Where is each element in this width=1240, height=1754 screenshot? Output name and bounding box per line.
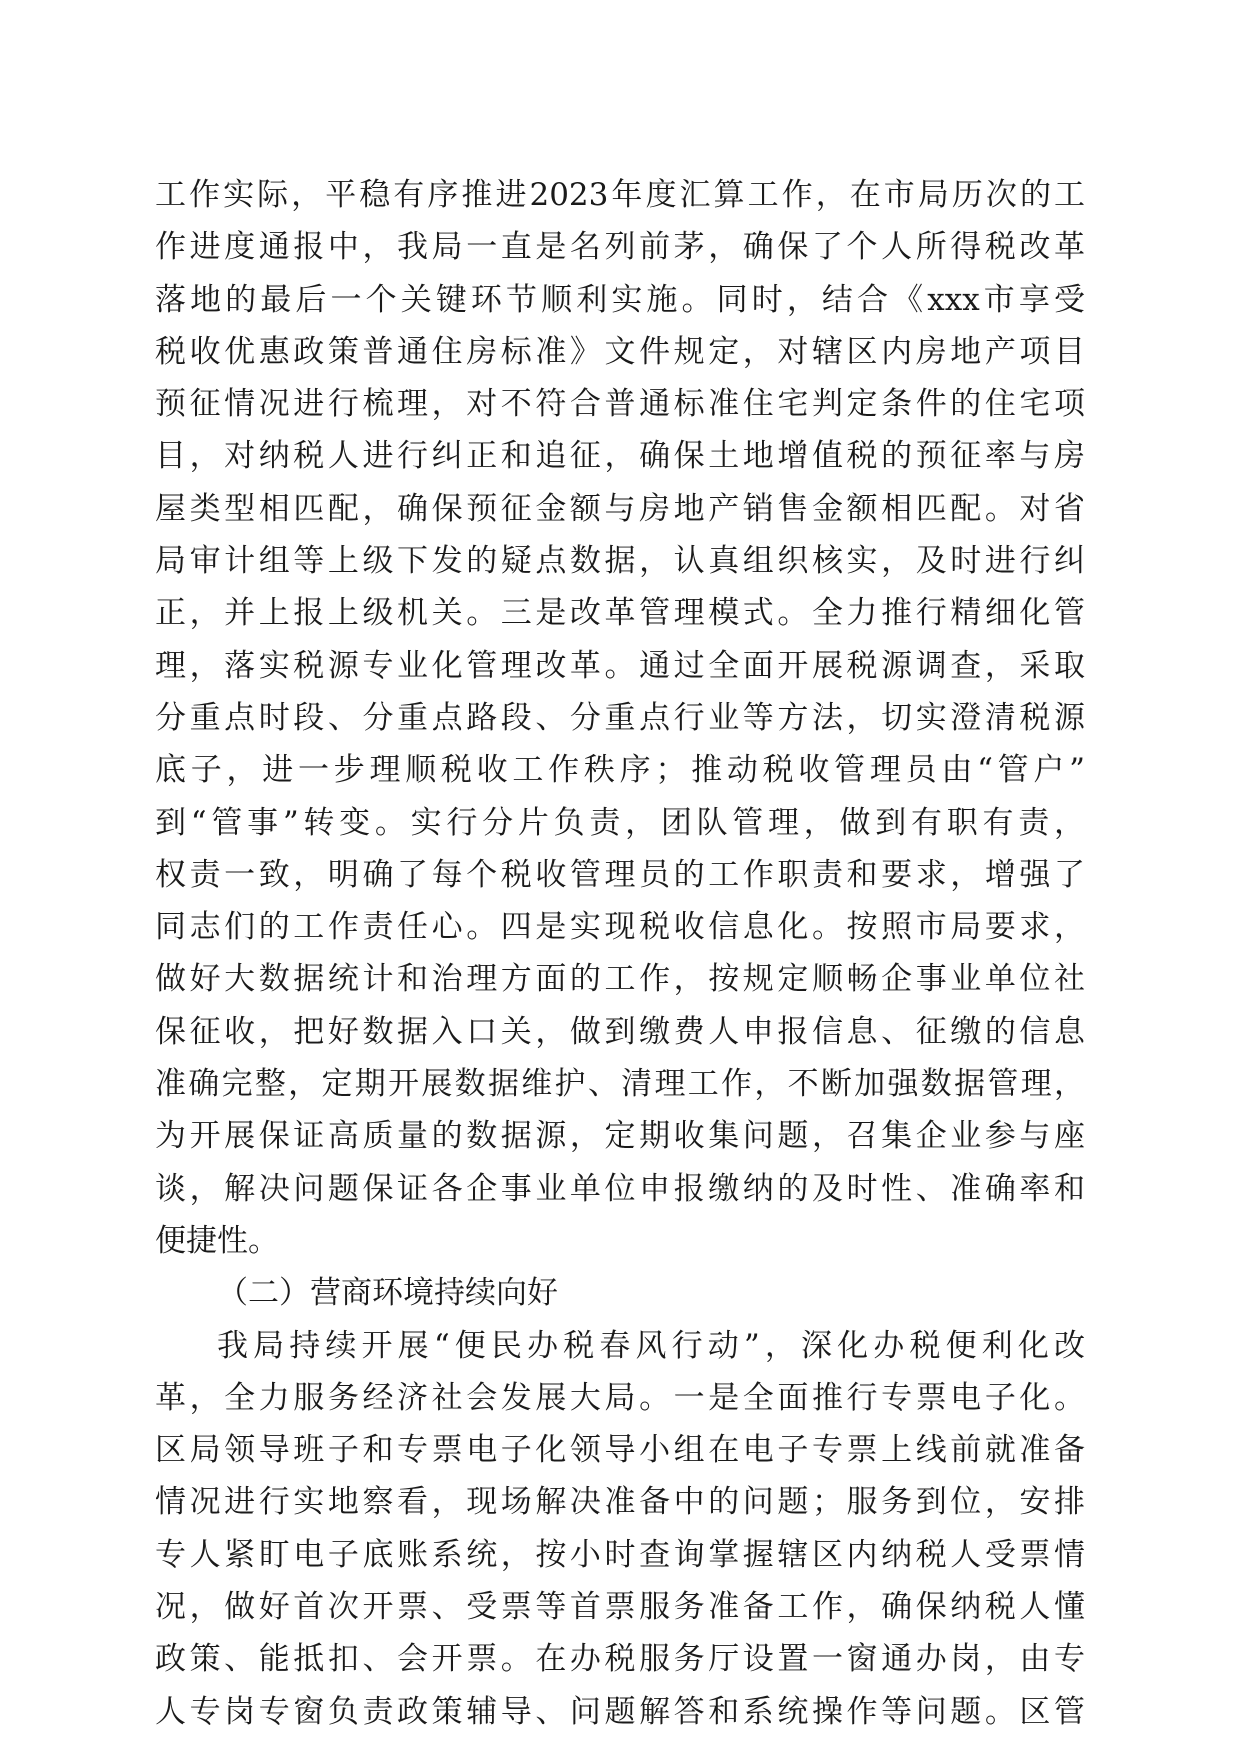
text-line: 理，落实税源专业化管理改革。通过全面开展税源调查，采取 [155,647,1085,684]
text-line: 保征收，把好数据入口关，做到缴费人申报信息、征缴的信息 [155,1013,1085,1050]
text-line: 区局领导班子和专票电子化领导小组在电子专票上线前就准备 [155,1432,1085,1469]
section-heading: （二）营商环境持续向好 [217,1275,558,1312]
body-text [155,169,1085,1738]
text-line: 便捷性。 [155,1222,279,1259]
text-line: 税收优惠政策普通住房标准》文件规定，对辖区内房地产项目 [155,333,1085,370]
text-line: 谈，解决问题保证各企事业单位申报缴纳的及时性、准确率和 [155,1170,1085,1207]
text-line: 我局持续开展“便民办税春风行动”，深化办税便利化改 [217,1327,1085,1364]
text-line: 目，对纳税人进行纠正和追征，确保土地增值税的预征率与房 [155,438,1085,475]
text-line: 局审计组等上级下发的疑点数据，认真组织核实，及时进行纠 [155,543,1085,580]
text-line: 准确完整，定期开展数据维护、清理工作，不断加强数据管理， [155,1066,1085,1103]
text-line: 专人紧盯电子底账系统，按小时查询掌握辖区内纳税人受票情 [155,1536,1085,1573]
text-line: 底子，进一步理顺税收工作秩序；推动税收管理员由“管户” [155,752,1085,789]
text-line: 工作实际，平稳有序推进2023年度汇算工作，在市局历次的工 [155,177,1085,213]
text-line: 到“管事”转变。实行分片负责，团队管理，做到有职有责， [155,804,1085,841]
text-line: 作进度通报中，我局一直是名列前茅，确保了个人所得税改革 [155,229,1085,266]
text-line: 人专岗专窗负责政策辅导、问题解答和系统操作等问题。区管 [155,1693,1085,1730]
text-line: 做好大数据统计和治理方面的工作，按规定顺畅企事业单位社 [155,961,1085,998]
text-line: 预征情况进行梳理，对不符合普通标准住宅判定条件的住宅项 [155,386,1085,423]
text-line: 为开展保证高质量的数据源，定期收集问题，召集企业参与座 [155,1118,1085,1155]
text-line: 况，做好首次开票、受票等首票服务准备工作，确保纳税人懂 [155,1589,1085,1626]
text-line: 同志们的工作责任心。四是实现税收信息化。按照市局要求， [155,909,1085,946]
text-line: 落地的最后一个关键环节顺利实施。同时，结合《xxx市享受 [155,281,1085,318]
text-line: 分重点时段、分重点路段、分重点行业等方法，切实澄清税源 [155,699,1085,736]
text-line: 情况进行实地察看，现场解决准备中的问题；服务到位，安排 [155,1484,1085,1521]
text-line: 正，并上报上级机关。三是改革管理模式。全力推行精细化管 [155,595,1085,632]
text-line: 权责一致，明确了每个税收管理员的工作职责和要求，增强了 [155,856,1085,893]
text-line: 屋类型相匹配，确保预征金额与房地产销售金额相匹配。对省 [155,490,1085,527]
text-line: 政策、能抵扣、会开票。在办税服务厅设置一窗通办岗，由专 [155,1641,1085,1678]
text-line: 革，全力服务经济社会发展大局。一是全面推行专票电子化。 [155,1379,1085,1416]
